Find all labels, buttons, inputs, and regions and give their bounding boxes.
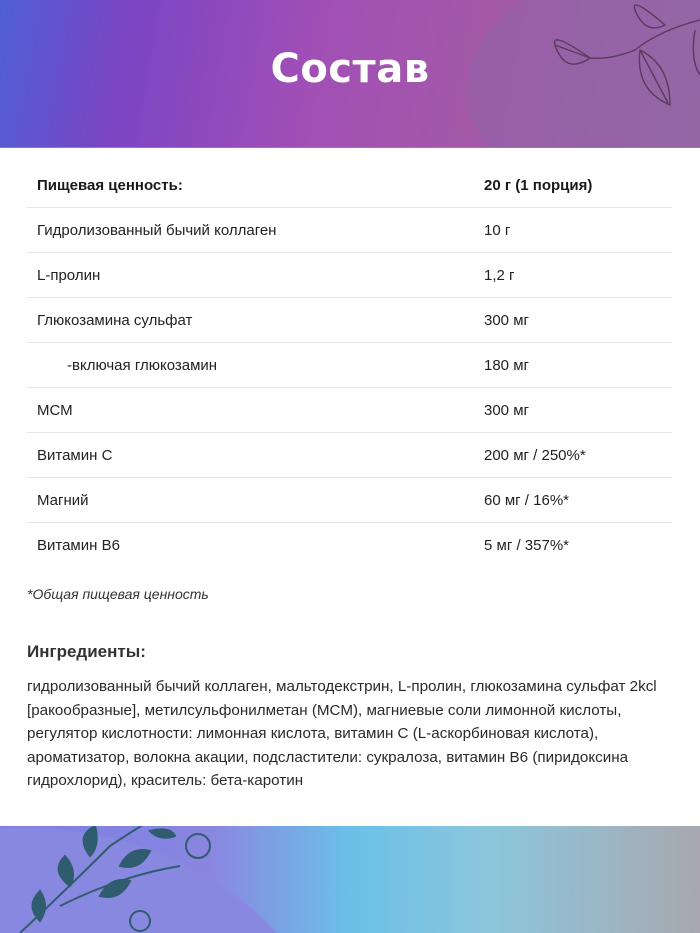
footnote: *Общая пищевая ценность (27, 586, 209, 602)
row-value: 1,2 г (474, 253, 672, 298)
row-value: 300 мг (474, 298, 672, 343)
row-label: -включая глюкозамин (27, 343, 474, 388)
divider (0, 147, 700, 148)
table-row (27, 388, 672, 433)
ingredients-title: Ингредиенты: (27, 642, 146, 661)
leaf-branch-icon (540, 0, 700, 147)
row-label: МСМ (27, 388, 474, 433)
row-value: 5 мг / 357%* (484, 536, 569, 554)
table-row (27, 523, 672, 568)
row-label: Витамин С (27, 433, 474, 478)
ingredients-text: гидролизованный бычий коллаген, мальтодекстрин, L-пролин, глюкозамина сульфат 2kcl [ракообразные], метилсульфонилметан (МСМ), магниевые соли лимонной кислоты, регулятор кислотности: лимонная кислота, витамин С (L-аскорбиновая кислота), ароматизатор, волокна акации, подсластители: сукралоза, витамин В6 (пиридоксина гидрохлорид), краситель: бета-каротин (27, 678, 657, 789)
row-value: 60 мг / 16%* (474, 478, 672, 523)
row-label: L-пролин (27, 253, 474, 298)
header-value: 20 г (1 порция) (474, 163, 672, 208)
table-row (27, 478, 672, 523)
page-title: Состав (270, 46, 430, 92)
table-row (27, 343, 672, 388)
header-label: Пищевая ценность: (27, 163, 474, 208)
row-value: 180 мг (474, 343, 672, 388)
table-row (27, 298, 672, 343)
table-header-row (27, 163, 672, 208)
table-row (27, 208, 672, 253)
footer-banner (0, 826, 700, 933)
vine-branch-icon (0, 826, 240, 933)
table-row (27, 433, 672, 478)
table-row (27, 253, 672, 298)
row-value: 200 мг / 250%* (474, 433, 672, 478)
row-label: Гидролизованный бычий коллаген (27, 208, 474, 253)
row-label: Витамин В6 (37, 536, 120, 554)
nutrition-table (27, 163, 672, 567)
row-label: Магний (27, 478, 474, 523)
row-value: 10 г (474, 208, 672, 253)
row-label: Глюкозамина сульфат (27, 298, 474, 343)
header-banner (0, 0, 700, 147)
row-value: 300 мг (474, 388, 672, 433)
